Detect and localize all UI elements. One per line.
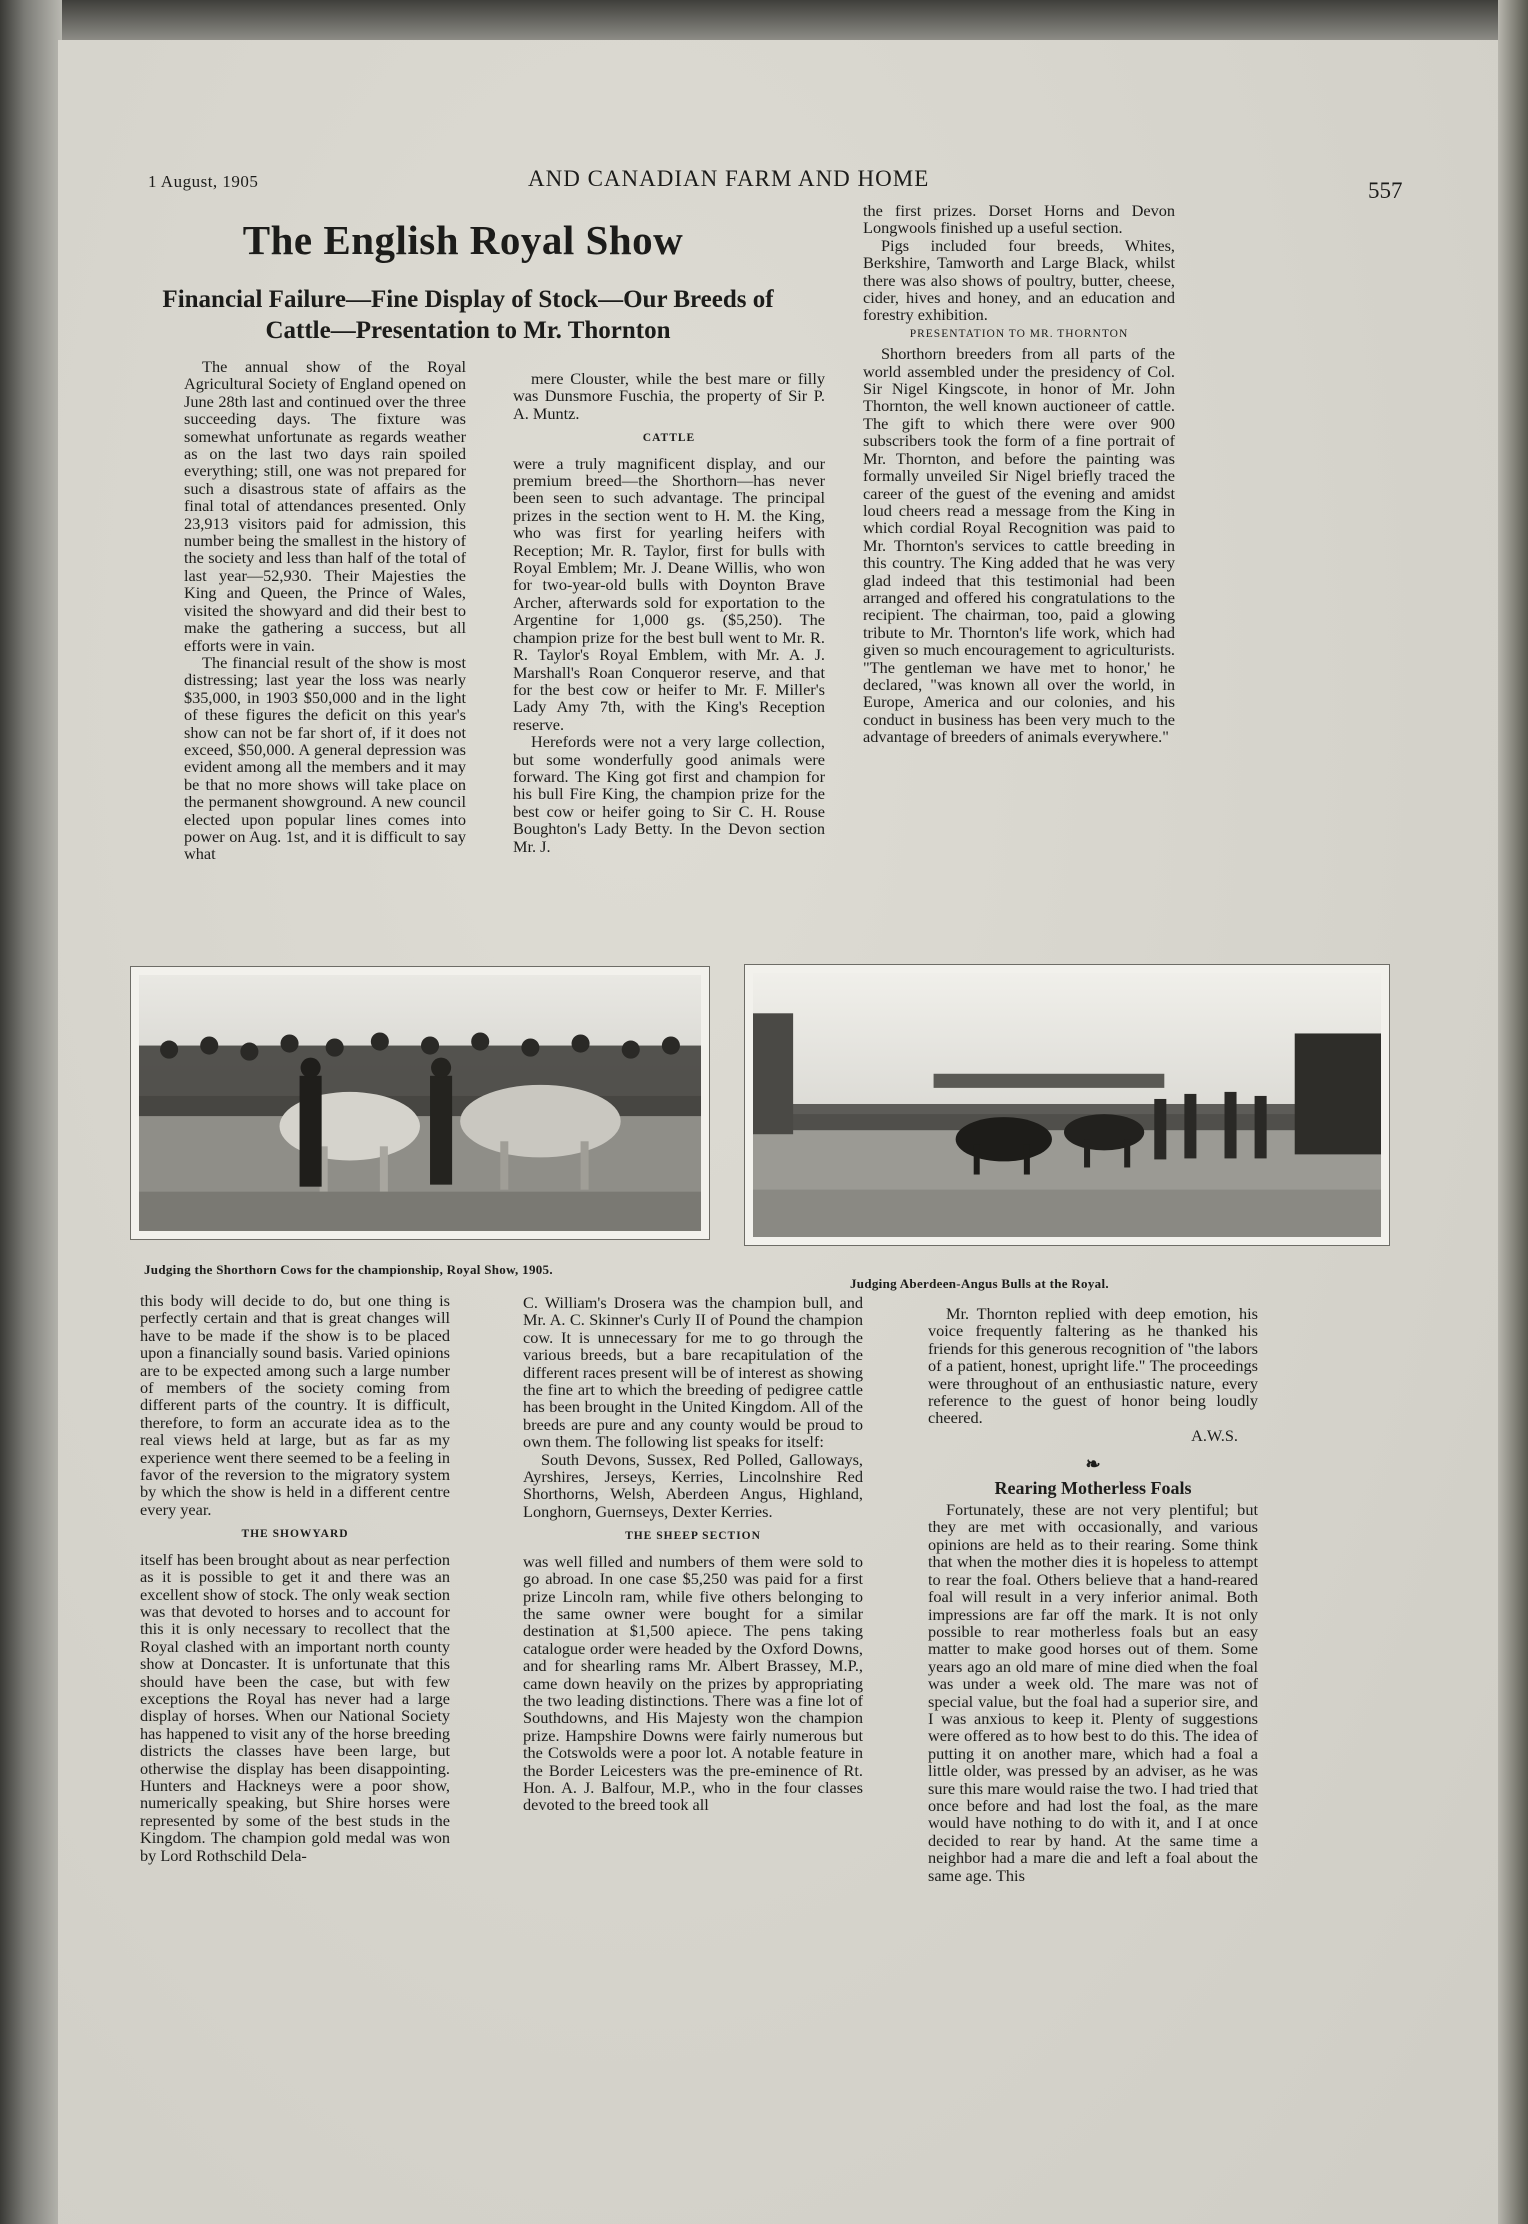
paragraph: were a truly magnificent display, and our premium breed—the Shorthorn—has never been seen to such advantage. The principal prizes in the section went to H. M. the King, who was first for yearling heifers with Reception; Mr. R. Taylor, first for bulls with Royal Emblem; Mr. J. Deane Willis, who won for two-year-old bulls with Doynton Brave Archer, afterwards sold for exportation to the Argentine for 1,000 gs. ($5,250). The champion prize for the best bull went to Mr. R. R. Taylor's Royal Emblem, with Mr. A. J. Marshall's Roan Conqueror reserve, and that for the best cow or heifer to Mr. F. Miller's Lady Amy 7th, with the King's Reception reserve. bbox=[513, 453, 825, 734]
photo-caption-right: Judging Aberdeen-Angus Bulls at the Royal. bbox=[850, 1276, 1109, 1291]
section-heading-showyard: THE SHOWYARD bbox=[241, 1528, 349, 1541]
running-header bbox=[148, 132, 1403, 203]
section-heading-foals: Rearing Motherless Foals bbox=[994, 1477, 1192, 1498]
article-subtitle bbox=[158, 284, 778, 346]
bottom-column-1 bbox=[140, 1292, 450, 1864]
journal-title: AND CANADIAN FARM AND HOME bbox=[528, 166, 930, 191]
photo-caption-left: Judging the Shorthorn Cows for the championship, Royal Show, 1905. bbox=[144, 1262, 553, 1277]
paragraph: the first prizes. Dorset Horns and Devon Longwools finished up a useful section. bbox=[863, 201, 1175, 238]
bottom-column-3 bbox=[928, 1305, 1258, 1884]
section-heading-presentation: PRESENTATION TO MR. THORNTON bbox=[909, 327, 1129, 340]
author-signature: A.W.S. bbox=[1191, 1425, 1238, 1445]
subtitle-line-2: Cattle—Presentation to Mr. Thornton bbox=[265, 317, 671, 344]
paragraph: was well filled and numbers of them were sold to go abroad. In one case $5,250 was paid for a first prize Lincoln ram, while five others belonging to the same owner were bought for a similar destination at $1,500 apiece. The pens taking catalogue order were headed by the Oxford Downs, and for shearling rams Mr. Albert Brassey, M.P., came down heavily on the prizes by appropriating the two leading distinctions. There was a fine lot of Southdowns, and His Majesty won the champion prize. Hampshire Downs were fairly numerous but the Cotswolds were a poor lot. A notable feature in the Border Leicesters was the pre-eminence of Rt. Hon. A. J. Balfour, M.P., who in the four classes devoted to the breed took all bbox=[523, 1551, 863, 1815]
paragraph: South Devons, Sussex, Red Polled, Galloways, Ayrshires, Jerseys, Kerries, Lincolnshire Red Shorthorns, Welsh, Aberdeen Angus, Highland, Longhorn, Guernseys, Dexter Kerries. bbox=[523, 1449, 863, 1521]
article-title: The English Royal Show bbox=[242, 217, 684, 263]
top-column-2 bbox=[513, 370, 825, 855]
section-heading-cattle: CATTLE bbox=[642, 432, 696, 445]
page-number: 557 bbox=[1368, 178, 1403, 203]
paragraph: The annual show of the Royal Agricultural Society of England opened on June 28th last and continued over the three succeeding days. The fixture was somewhat unfortunate as regards weather as on the last two days rain spoiled everything; still, one was not prepared for such a disastrous state of affairs as the final total of attendances presented. Only 23,913 visitors paid for admission, this number being the smallest in the history of the society and less than half of the total of last year—52,930. Their Majesties the King and Queen, the Prince of Wales, visited the showyard and did their best to make the gathering a success, but all efforts were in vain. bbox=[184, 357, 466, 655]
paragraph: itself has been brought about as near perfection as it is possible to get it and there was an excellent show of stock. The only weak section was that devoted to horses and to account for this it is only necessary to recollect that the Royal clashed with an important north county show at Doncaster. It is unfortunate that this should have been the case, but with few exceptions the Royal has never had a large display of horses. When our National Society has happened to visit any of the horse breeding districts the classes have been large, but otherwise the display has been disappointing. Hunters and Hackneys were a poor show, numerically speaking, but Shire horses were represented by some of the best studs in the Kingdom. The champion gold medal was won by Lord Rothschild Dela- bbox=[140, 1549, 450, 1865]
paragraph: The financial result of the show is most distressing; last year the loss was nearly $35,000, in 1903 $50,000 and in the light of these figures the deficit on this year's show can not be far short of, if it does not exceed, $50,000. A general depression was evident among all the members and it may be that no more shows will take place on the permanent showground. A new council elected upon popular lines comes into power on Aug. 1st, and it is difficult to say what bbox=[184, 652, 466, 864]
photo-aberdeen-angus-image bbox=[753, 973, 1381, 1237]
section-dingbat: ❧ bbox=[1085, 1454, 1101, 1475]
scan-right-edge bbox=[1498, 0, 1528, 2224]
issue-date: 1 August, 1905 bbox=[148, 172, 259, 191]
paragraph: Pigs included four breeds, Whites, Berkshire, Tamworth and Large Black, whilst there was also shows of poultry, butter, cheese, cider, hives and honey, and an education and forestry exhibition. bbox=[863, 235, 1175, 325]
top-column-3 bbox=[863, 202, 1175, 746]
newspaper-page bbox=[58, 40, 1498, 2224]
paragraph: C. William's Drosera was the champion bull, and Mr. A. C. Skinner's Curly II of Pound the champion cow. It is unnecessary for me to go through the various breeds, but a bare recapitulation of the different races present will be of interest as showing the fine art to which the breeding of pedigree cattle has been brought in the United Kingdom. All of the breeds are pure and any county would be proud to own them. The following list speaks for itself: bbox=[523, 1293, 863, 1452]
paragraph: Mr. Thornton replied with deep emotion, his voice frequently faltering as he thanked his friends for this generous recognition of "the labors of a patient, honest, upright life." The proceedings were throughout of an enthusiastic nature, every reference to the guest of honor being loudly cheered. bbox=[928, 1304, 1258, 1428]
top-column-1 bbox=[184, 358, 466, 863]
bottom-column-2 bbox=[523, 1294, 863, 1814]
subtitle-line-1: Financial Failure—Fine Display of Stock—Our Breeds of bbox=[162, 286, 774, 313]
photo-shorthorn-judging bbox=[130, 966, 710, 1240]
photo-shorthorn-image bbox=[139, 975, 701, 1231]
scan-binding-edge bbox=[0, 0, 62, 2224]
paragraph: this body will decide to do, but one thing is perfectly certain and that is great changes will have to be made if the show is to be placed upon a financially sound basis. Varied opinions are to be expected among such a large number of members of the society coming from different parts of the country. It is difficult, therefore, to form an accurate idea as to the real views held at large, but as far as my experience went there seemed to be a feeling in favor of the reversion to the migratory system by which the show is held in a different centre every year. bbox=[140, 1291, 450, 1519]
section-heading-sheep: THE SHEEP SECTION bbox=[625, 1530, 761, 1543]
paragraph: Fortunately, these are not very plentiful; but they are met with occasionally, and various opinions are held as to their rearing. Some think that when the mother dies it is hopeless to attempt to rear the foal. Others believe that a hand-reared foal will result in a very inferior animal. Both impressions are far off the mark. It is not only possible to rear motherless foals but an easy matter to make good horses out of them. Some years ago an old mare of mine died when the foal was under a week old. The mare was not of special value, but the foal had a superior sire, and I was anxious to keep it. Plenty of suggestions were offered as to how best to do this. The idea of putting it on another mare, which had a foal a little older, was pressed by an adviser, as he was sure this mare would raise the two. I had tried that once before and had lost the foal, as the mare would have nothing to do with it, and I at once decided to rear by hand. At the same time a neighbor had a mare die and left a foal about the same age. This bbox=[928, 1500, 1258, 1885]
photo-aberdeen-angus-judging bbox=[744, 964, 1390, 1246]
paragraph: mere Clouster, while the best mare or filly was Dunsmore Fuschia, the property of Sir P. A. Muntz. bbox=[513, 369, 825, 423]
paragraph: Shorthorn breeders from all parts of the world assembled under the presidency of Col. Sir Nigel Kingscote, in honor of Mr. John Thornton, the well known auctioneer of cattle. The gift to which there were over 900 subscribers took the form of a fine portrait of Mr. Thornton, and before the painting was formally unveiled Sir Nigel briefly traced the career of the guest of the evening and amidst loud cheers read a message from the King in which cordial Royal Recognition was paid to Mr. Thornton's services to cattle breeding in this country. The King added that he was very glad indeed that this testimonial had been arranged and offered his congratulations to the recipient. The chairman, too, paid a glowing tribute to Mr. Thornton's life work, which had given so much encouragement to agriculturists. "The gentleman we have met to honor,' he declared, "was known all over the world, in Europe, America and our colonies, and his conduct in business has been very much to the advantage of breeders of animals everywhere." bbox=[863, 344, 1175, 747]
paragraph: Herefords were not a very large collection, but some wonderfully good animals were forward. The King got first and champion for his bull Fire King, the champion prize for the best cow or heifer going to Sir C. H. Rouse Boughton's Lady Betty. In the Devon section Mr. J. bbox=[513, 732, 825, 856]
